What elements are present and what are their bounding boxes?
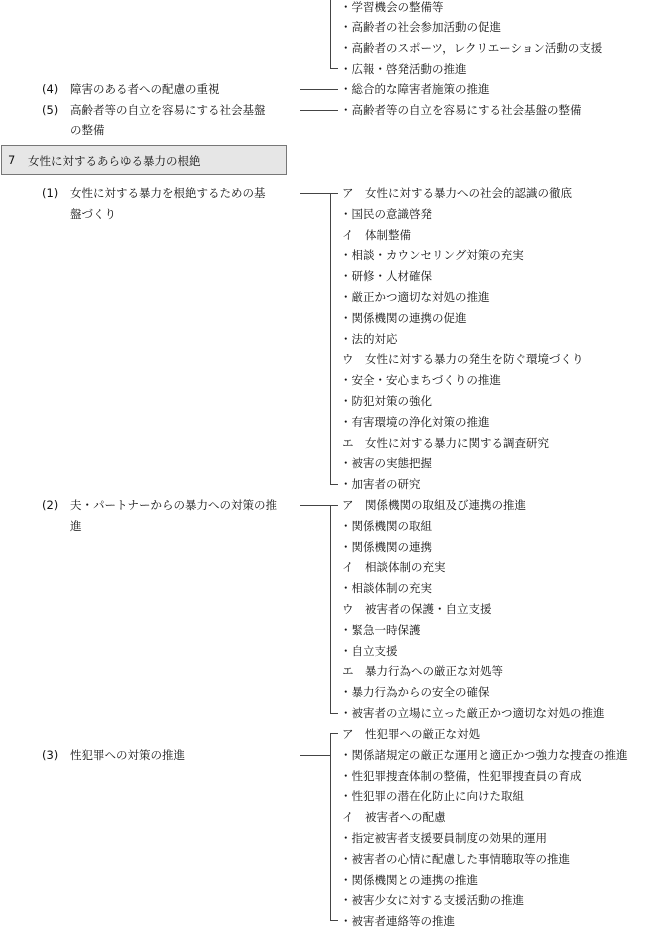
measure-heading: ウ 女性に対する暴力の発生を防ぐ環境づくり (342, 352, 584, 367)
bracket-line (330, 733, 338, 734)
list-item: ・相談体制の充実 (340, 581, 432, 596)
bracket-line (330, 193, 331, 484)
measure-heading: エ 暴力行為への厳正な対処等 (342, 664, 503, 679)
subsection-title: 女性に対する暴力を根絶するための基 (70, 186, 266, 200)
bracket-line (330, 713, 338, 714)
list-item: ・自立支援 (340, 643, 398, 658)
list-item: ・関係機関の連携 (340, 539, 432, 554)
bracket-line (330, 920, 338, 921)
section-heading-box (1, 145, 287, 175)
list-item: ・高齢者のスポーツ，レクリエーション活動の支援 (340, 41, 603, 55)
item-measure: ・高齢者等の自立を容易にする社会基盤の整備 (340, 103, 582, 117)
list-item: ・加害者の研究 (340, 477, 421, 492)
list-item: ・関係機関の連携の促進 (340, 310, 467, 325)
measure-heading: エ 女性に対する暴力に関する調査研究 (342, 435, 549, 450)
connector-line (300, 193, 338, 194)
list-item: ・指定被害者支援要員制度の効果的運用 (340, 831, 547, 845)
measure-heading: イ 体制整備 (342, 227, 411, 242)
section-number: 7 (8, 153, 16, 167)
list-item: ・被害者の立場に立った厳正かつ適切な対処の推進 (340, 706, 605, 720)
list-item: ・緊急一時保護 (340, 622, 421, 637)
bracket-line (330, 733, 331, 920)
list-item: ・相談・カウンセリング対策の充実 (340, 248, 524, 263)
bracket-line (330, 68, 338, 69)
list-item: ・研修・人材確保 (340, 269, 432, 284)
list-item: ・暴力行為からの安全の確保 (340, 685, 490, 700)
list-item: ・性犯罪の潜在化防止に向けた取組 (340, 789, 524, 804)
connector-line (300, 755, 330, 756)
list-item: ・広報・啓発活動の推進 (340, 62, 467, 76)
list-item: ・高齢者の社会参加活動の促進 (340, 20, 501, 34)
list-item: ・安全・安心まちづくりの推進 (340, 373, 501, 388)
bracket-line (330, 484, 338, 485)
list-item: ・厳正かつ適切な対処の推進 (340, 290, 490, 304)
measure-heading: イ 相談体制の充実 (342, 560, 446, 575)
bracket-line (330, 0, 331, 68)
subsection-number: (1) (42, 186, 59, 200)
list-item: ・関係諸規定の厳正な運用と適正かつ強力な捜査の推進 (340, 747, 628, 762)
connector-line (300, 89, 338, 90)
list-item: ・有害環境の浄化対策の推進 (340, 414, 490, 429)
section-title: 女性に対するあらゆる暴力の根絶 (28, 154, 201, 168)
list-item: ・関係機関との連携の推進 (340, 872, 478, 887)
measure-heading: ア 性犯罪への厳正な対処 (342, 727, 480, 741)
measure-heading: ウ 被害者の保護・自立支援 (342, 602, 492, 616)
subsection-title: 夫・パートナーからの暴力への対策の推 (70, 498, 277, 512)
list-item: ・被害者の心情に配慮した事情聴取等の推進 (340, 851, 570, 866)
item-title: の整備 (70, 123, 105, 137)
list-item: ・法的対応 (340, 331, 398, 346)
item-measure: ・総合的な障害者施策の推進 (340, 82, 490, 96)
item-title: 高齢者等の自立を容易にする社会基盤 (70, 103, 266, 117)
list-item: ・国民の意識啓発 (340, 206, 432, 221)
subsection-number: (2) (42, 498, 59, 512)
list-item: ・被害の実態把握 (340, 456, 432, 471)
connector-line (300, 110, 338, 111)
subsection-title: 性犯罪への対策の推進 (70, 748, 185, 762)
list-item: ・被害者連絡等の推進 (340, 914, 455, 928)
subsection-number: (3) (42, 748, 59, 762)
subsection-title: 盤づくり (70, 207, 116, 221)
connector-line (300, 505, 338, 506)
list-item: ・防犯対策の強化 (340, 394, 432, 408)
item-title: 障害のある者への配慮の重視 (70, 82, 220, 96)
subsection-title: 進 (70, 519, 82, 533)
bracket-line (330, 505, 331, 713)
list-item: ・学習機会の整備等 (340, 0, 444, 14)
measure-heading: ア 女性に対する暴力への社会的認識の徹底 (342, 186, 572, 200)
measure-heading: イ 被害者への配慮 (342, 810, 446, 825)
item-number: (5) (42, 103, 59, 117)
measure-heading: ア 関係機関の取組及び連携の推進 (342, 498, 526, 512)
list-item: ・関係機関の取組 (340, 518, 432, 533)
list-item: ・被害少女に対する支援活動の推進 (340, 893, 524, 908)
item-number: (4) (42, 82, 59, 96)
list-item: ・性犯罪捜査体制の整備，性犯罪捜査員の育成 (340, 768, 582, 783)
